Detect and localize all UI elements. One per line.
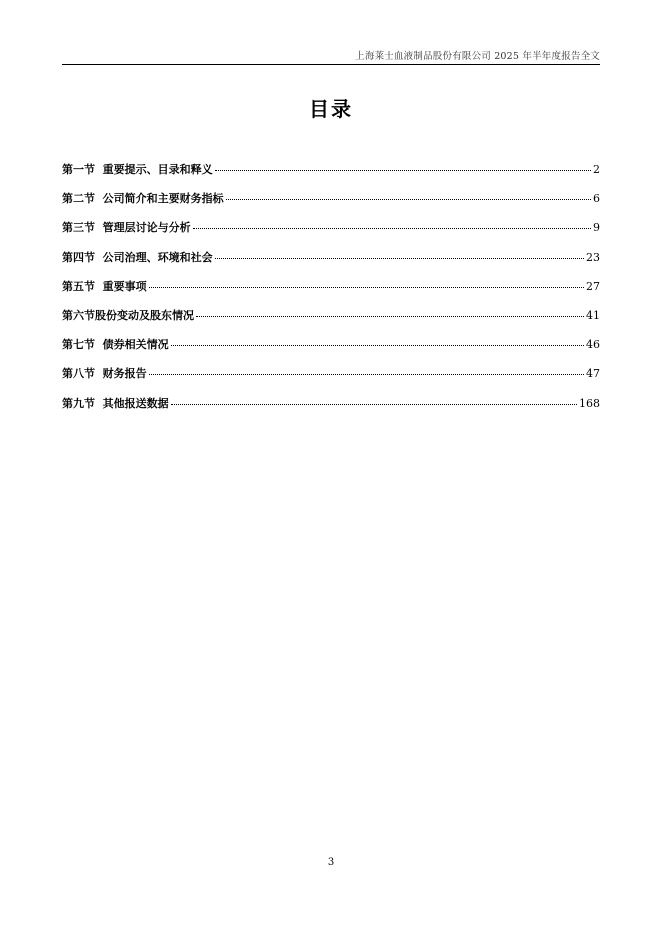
toc-leader-dots (196, 316, 584, 317)
toc-leader-dots (215, 170, 591, 171)
toc-leader-dots (171, 404, 577, 405)
page-title: 目录 (309, 97, 353, 121)
toc-entry-page: 2 (593, 163, 600, 176)
toc-entry[interactable] (62, 395, 600, 424)
page-number: 3 (327, 857, 335, 868)
toc-entry-label: 第八节 财务报告 (62, 367, 147, 381)
toc-leader-dots (193, 228, 591, 229)
toc-entry-label: 第六节股份变动及股东情况 (62, 308, 194, 322)
toc-entry-page: 168 (579, 396, 600, 410)
toc-entry-label: 第三节 管理层讨论与分析 (62, 221, 191, 235)
toc-entry[interactable] (62, 336, 600, 365)
toc-entry[interactable] (62, 365, 600, 394)
toc-entry-label: 第一节 重要提示、目录和释义 (62, 163, 213, 176)
toc-entry-label: 第五节 重要事项 (62, 279, 147, 293)
toc-entry-label: 第七节 债券相关情况 (62, 338, 169, 352)
toc-entry[interactable] (62, 161, 600, 190)
toc-entry[interactable] (62, 249, 600, 278)
toc-entry-page: 41 (586, 308, 600, 322)
toc-entry-label: 第九节 其他报送数据 (62, 396, 169, 410)
toc-leader-dots (149, 374, 584, 375)
toc-entry-page: 6 (593, 192, 600, 206)
toc-leader-dots (226, 199, 591, 200)
toc-entry-label: 第四节 公司治理、环境和社会 (62, 250, 213, 264)
toc-entry[interactable] (62, 190, 600, 219)
header-rule (62, 64, 600, 65)
toc-entry-page: 46 (586, 338, 600, 352)
toc-entry-page: 9 (593, 221, 600, 235)
table-of-contents (62, 161, 600, 424)
toc-leader-dots (149, 287, 584, 288)
toc-entry-page: 23 (586, 250, 600, 264)
toc-leader-dots (171, 345, 584, 346)
running-header: 上海莱士血液制品股份有限公司 2025 年半年度报告全文 (355, 51, 600, 62)
toc-entry-page: 27 (586, 279, 600, 293)
toc-entry[interactable] (62, 278, 600, 307)
toc-entry[interactable] (62, 307, 600, 336)
toc-entry[interactable] (62, 219, 600, 248)
toc-leader-dots (215, 258, 584, 259)
toc-entry-page: 47 (586, 367, 600, 381)
toc-entry-label: 第二节 公司简介和主要财务指标 (62, 192, 224, 206)
